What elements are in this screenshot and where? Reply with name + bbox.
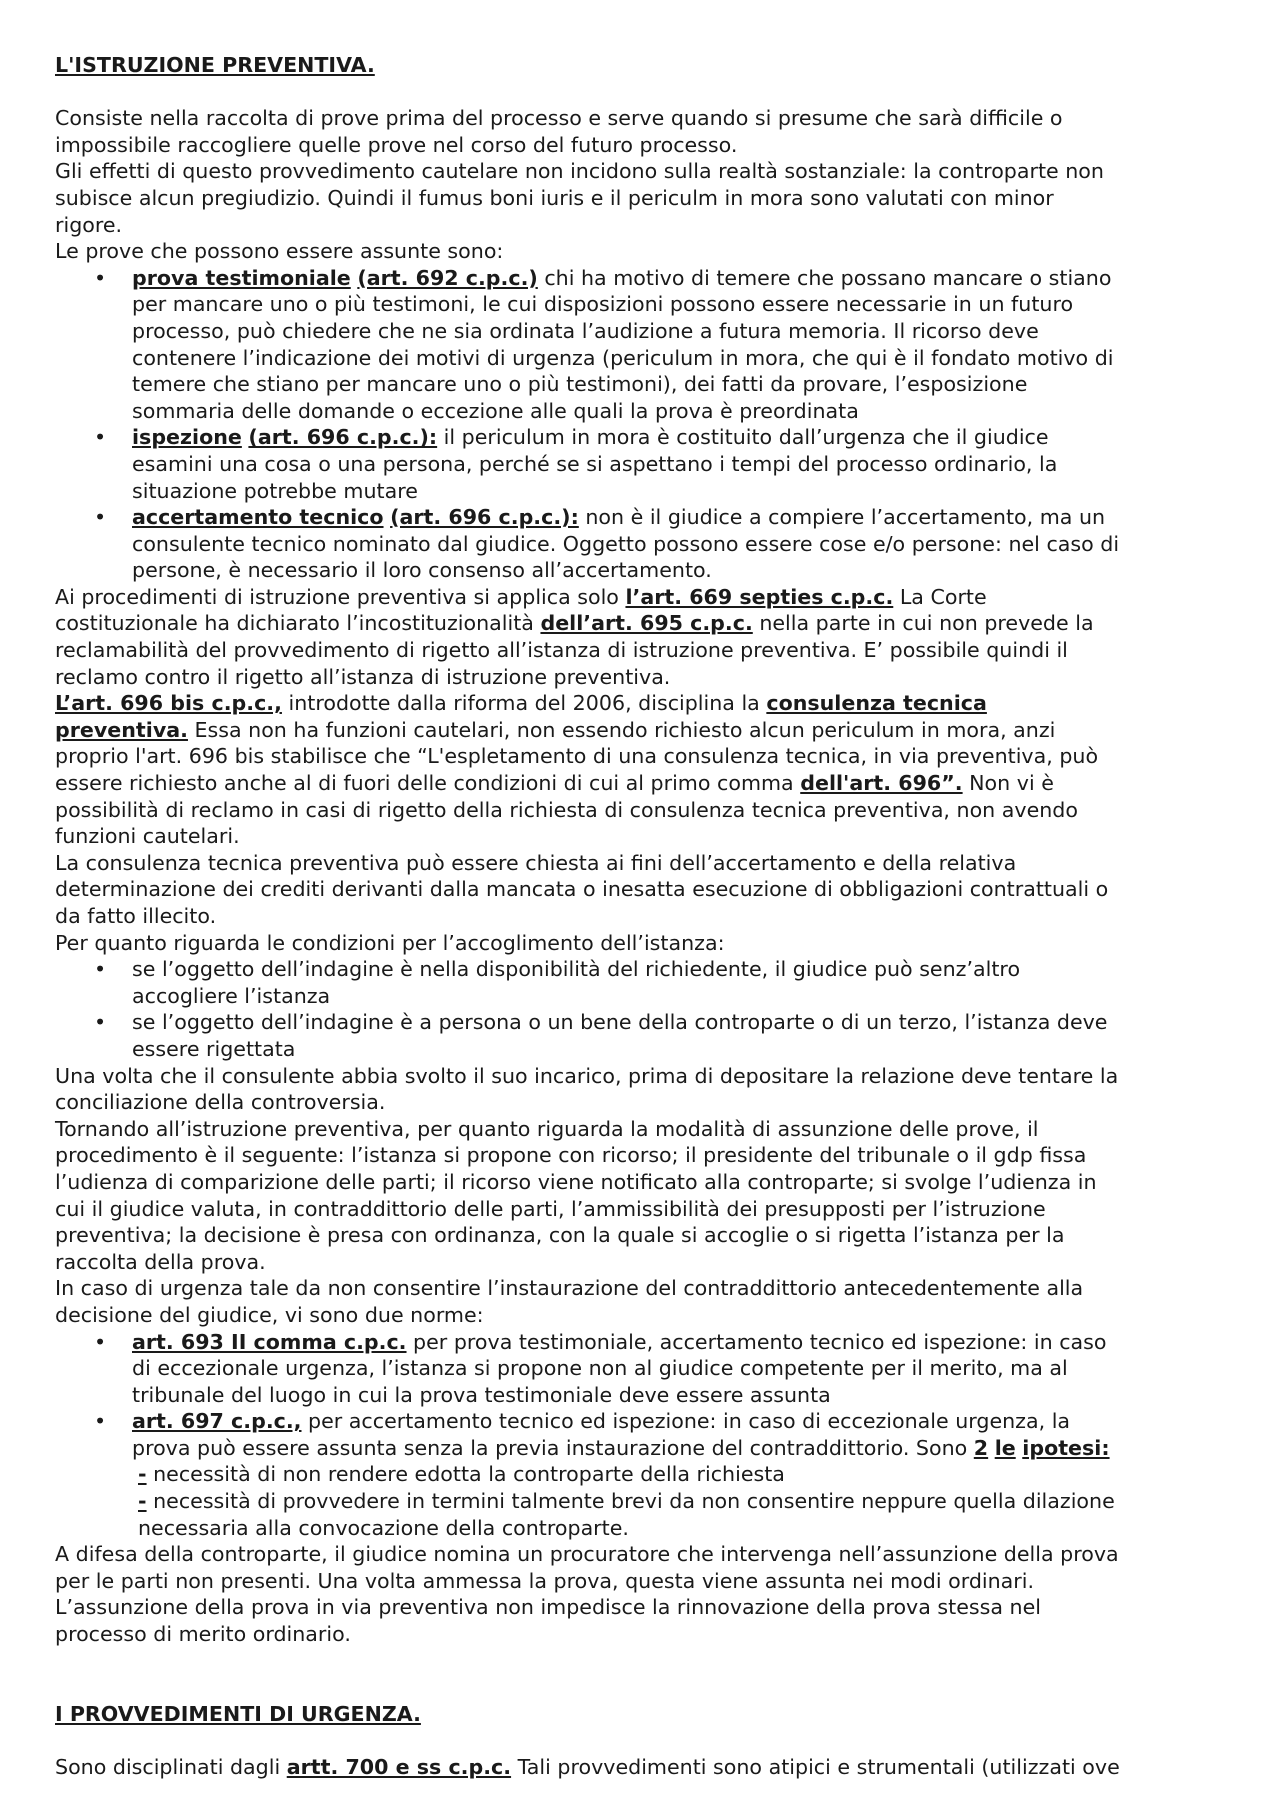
- text-line: situazione potrebbe mutare: [132, 478, 418, 503]
- paragraph-consulenza: [55, 690, 1235, 850]
- spacer: [55, 1648, 1235, 1675]
- article-ref: l’art. 669 septies c.p.c.: [625, 584, 894, 609]
- article-ref: (art. 696 c.p.c.):: [248, 425, 438, 450]
- bullet-icon: •: [94, 505, 107, 530]
- paragraph-difesa: [55, 1541, 1235, 1647]
- spacer: [55, 79, 1235, 106]
- text-line: procedimento è il seguente: l’istanza si propone con ricorso; il presidente del tribunale o il gdp fissa: [55, 1143, 1087, 1168]
- list-item-art-697: [55, 1408, 1235, 1541]
- text: costituzionale ha dichiarato l’incostituzionalità: [55, 611, 541, 636]
- text-line: possibilità di reclamo in casi di rigetto della richiesta di consulenza tecnica preventiva, non avendo: [55, 797, 1078, 822]
- text: Non vi è: [962, 771, 1054, 796]
- text: La Corte: [893, 584, 987, 609]
- paragraph-procedimento: [55, 1063, 1235, 1329]
- text-line: di eccezionale urgenza, l’istanza si propone non al giudice competente per il merito, ma al: [132, 1356, 1068, 1381]
- article-ref: dell’art. 695 c.p.c.: [540, 611, 753, 636]
- text-line: Per quanto riguarda le condizioni per l’accoglimento dell’istanza:: [55, 930, 725, 955]
- text: Tali provvedimenti sono atipici e strumentali (utilizzati ove: [511, 1755, 1120, 1779]
- emphasis: le: [994, 1435, 1016, 1460]
- article-ref: (art. 692 c.p.c.): [357, 265, 538, 290]
- text-line: l’udienza di comparizione delle parti; il ricorso viene notificato alla controparte; si svolge l’udienza in: [55, 1169, 1097, 1194]
- text: nella parte in cui non prevede la: [752, 611, 1094, 636]
- term: accertamento tecnico: [132, 505, 384, 530]
- section-title-istruzione: [55, 52, 1235, 79]
- bullet-icon: •: [94, 1329, 107, 1354]
- text-line: raccolta della prova.: [55, 1249, 266, 1274]
- list-item-prova-testimoniale: [55, 265, 1235, 425]
- text: chi ha motivo di temere che possano mancare o stiano: [537, 265, 1112, 290]
- text: per prova testimoniale, accertamento tecnico ed ispezione: in caso: [406, 1329, 1107, 1354]
- text-line: proprio l'art. 696 bis stabilisce che “L'espletamento di una consulenza tecnica, in via preventiva, può: [55, 744, 1099, 769]
- article-ref: art. 693 II comma c.p.c.: [132, 1329, 407, 1354]
- text-line: subisce alcun pregiudizio. Quindi il fumus boni iuris e il periculm in mora sono valutati con minor: [55, 185, 1054, 210]
- section-title-text: L'ISTRUZIONE PREVENTIVA.: [55, 53, 375, 77]
- text-line: Una volta che il consulente abbia svolto il suo incarico, prima di depositare la relazione deve tentare la: [55, 1063, 1119, 1088]
- article-ref: dell'art. 696”.: [800, 771, 963, 796]
- article-ref: artt. 700 e ss c.p.c.: [286, 1755, 512, 1779]
- section-title-text: I PROVVEDIMENTI DI URGENZA.: [55, 1701, 421, 1726]
- text-line: sommaria delle domande o eccezione alle quali la prova è preordinata: [132, 398, 859, 423]
- list-item-condizione-1: [55, 956, 1235, 1009]
- list-item-ispezione: [55, 424, 1235, 504]
- text-line: decisione del giudice, vi sono due norme:: [55, 1302, 484, 1327]
- article-ref: (art. 696 c.p.c.):: [390, 505, 579, 530]
- text-line: contenere l’indicazione dei motivi di urgenza (periculum in mora, che qui è il fondato motivo di: [132, 345, 1114, 370]
- text: per accertamento tecnico ed ispezione: in caso di eccezionale urgenza, la: [301, 1409, 1071, 1434]
- emphasis: 2: [973, 1435, 989, 1460]
- bullet-icon: •: [94, 425, 107, 450]
- text-line: processo, può chiedere che ne sia ordinata l’audizione a futura memoria. Il ricorso deve: [132, 318, 1039, 343]
- paragraph-consulenza-fini: [55, 850, 1235, 956]
- text-line: rigore.: [55, 212, 123, 237]
- section-title-urgenza: [55, 1701, 1235, 1728]
- text: necessità di non rendere edotta la controparte della richiesta: [146, 1462, 785, 1487]
- spacer: [55, 1727, 1235, 1754]
- text: Ai procedimenti di istruzione preventiva si applica solo: [55, 584, 626, 609]
- term: ispezione: [132, 425, 242, 450]
- text-line: Gli effetti di questo provvedimento cautelare non incidono sulla realtà sostanziale: la controparte non: [55, 159, 1104, 184]
- text-line: da fatto illecito.: [55, 904, 217, 928]
- text: necessità di provvedere in termini talmente brevi da non consentire neppure quella dilazione: [146, 1489, 1115, 1514]
- text-line: accogliere l’istanza: [132, 983, 331, 1008]
- text-line: determinazione dei crediti derivanti dalla mancata o inesatta esecuzione di obbligazioni contrattuali o: [55, 877, 1109, 902]
- text-line: consulente tecnico nominato dal giudice. Oggetto possono essere cose e/o persone: nel caso di: [132, 531, 1120, 556]
- text-line: essere rigettata: [132, 1036, 296, 1061]
- list-item-art-693: [55, 1329, 1235, 1409]
- bullet-icon: •: [94, 265, 107, 290]
- text: il periculum in mora è costituito dall’urgenza che il giudice: [437, 425, 1049, 450]
- list-item-accertamento-tecnico: [55, 504, 1235, 584]
- dash-icon: -: [138, 1489, 147, 1514]
- bullet-icon: •: [94, 957, 107, 982]
- text-line: Tornando all’istruzione preventiva, per quanto riguarda la modalità di assunzione delle prove, il: [55, 1116, 1039, 1141]
- text-line: funzioni cautelari.: [55, 824, 240, 849]
- spacer: [55, 1674, 1235, 1701]
- list-item-condizione-2: [55, 1009, 1235, 1062]
- text: Essa non ha funzioni cautelari, non essendo richiesto alcun periculum in mora, anzi: [187, 717, 1056, 742]
- term: preventiva.: [55, 717, 188, 742]
- text-line: temere che stiano per mancare uno o più testimoni), dei fatti da provare, l’esposizione: [132, 372, 1028, 397]
- text-line: L’assunzione della prova in via preventiva non impedisce la rinnovazione della prova stessa nel: [55, 1595, 1041, 1620]
- text-line: impossibile raccogliere quelle prove nel corso del futuro processo.: [55, 132, 738, 157]
- text-line: Le prove che possono essere assunte sono:: [55, 239, 504, 264]
- text-line: reclamo contro il rigetto all’istanza di istruzione preventiva.: [55, 664, 671, 689]
- text: se l’oggetto dell’indagine è nella disponibilità del richiedente, il giudice può senz’altro: [132, 957, 1021, 982]
- term: prova testimoniale: [132, 265, 351, 290]
- text-line: per le parti non presenti. Una volta ammessa la prova, questa viene assunta nei modi ordinari.: [55, 1568, 1035, 1593]
- text-line: reclamabilità del provvedimento di rigetto all’istanza di istruzione preventiva. E’ possibile quindi il: [55, 638, 1068, 663]
- text: non è il giudice a compiere l’accertamento, ma un: [578, 505, 1106, 530]
- text: introdotte dalla riforma del 2006, disciplina la: [281, 691, 767, 716]
- bullet-icon: •: [94, 1409, 107, 1434]
- text: essere richiesto anche al di fuori delle condizioni di cui al primo comma: [55, 771, 801, 796]
- text-line: esamini una cosa o una persona, perché se si aspettano i tempi del processo ordinario, la: [132, 451, 1058, 476]
- text-line: persone, è necessario il loro consenso all’accertamento.: [132, 558, 712, 583]
- text-line: Consiste nella raccolta di prove prima del processo e serve quando si presume che sarà difficile o: [55, 106, 1063, 131]
- text-line: processo di merito ordinario.: [55, 1622, 351, 1647]
- article-ref: L’art. 696 bis c.p.c.,: [55, 691, 282, 716]
- text-line: A difesa della controparte, il giudice nomina un procuratore che intervenga nell’assunzione della prova: [55, 1542, 1119, 1567]
- text-line: conciliazione della controversia.: [55, 1090, 386, 1115]
- text-line: tribunale del luogo in cui la prova testimoniale deve essere assunta: [132, 1382, 831, 1407]
- text: prova può essere assunta senza la previa instaurazione del contraddittorio. Sono: [132, 1435, 974, 1460]
- paragraph-intro: [55, 105, 1235, 265]
- document-page: [55, 52, 1235, 1781]
- paragraph-procedimenti: [55, 584, 1235, 690]
- text-line: per mancare uno o più testimoni, le cui disposizioni possono essere necessarie in un futuro: [132, 292, 1074, 317]
- text-line: La consulenza tecnica preventiva può essere chiesta ai fini dell’accertamento e della relativa: [55, 850, 1017, 875]
- emphasis: ipotesi:: [1022, 1435, 1110, 1460]
- bullet-icon: •: [94, 1010, 107, 1035]
- text: Sono disciplinati dagli: [55, 1755, 287, 1779]
- text: se l’oggetto dell’indagine è a persona o un bene della controparte o di un terzo, l’istanza deve: [132, 1010, 1108, 1035]
- term: consulenza tecnica: [766, 691, 987, 716]
- text-line: necessaria alla convocazione della controparte.: [138, 1515, 629, 1540]
- text-line: cui il giudice valuta, in contraddittorio delle parti, l’ammissibilità dei presupposti per l’istruzione: [55, 1196, 1046, 1221]
- article-ref: art. 697 c.p.c.,: [132, 1409, 302, 1434]
- dash-icon: -: [138, 1462, 147, 1487]
- text-line: preventiva; la decisione è presa con ordinanza, con la quale si accoglie o si rigetta l’istanza per la: [55, 1223, 1065, 1248]
- paragraph-urgenza: [55, 1754, 1235, 1781]
- text-line: In caso di urgenza tale da non consentire l’instaurazione del contraddittorio antecedentemente alla: [55, 1276, 1084, 1301]
